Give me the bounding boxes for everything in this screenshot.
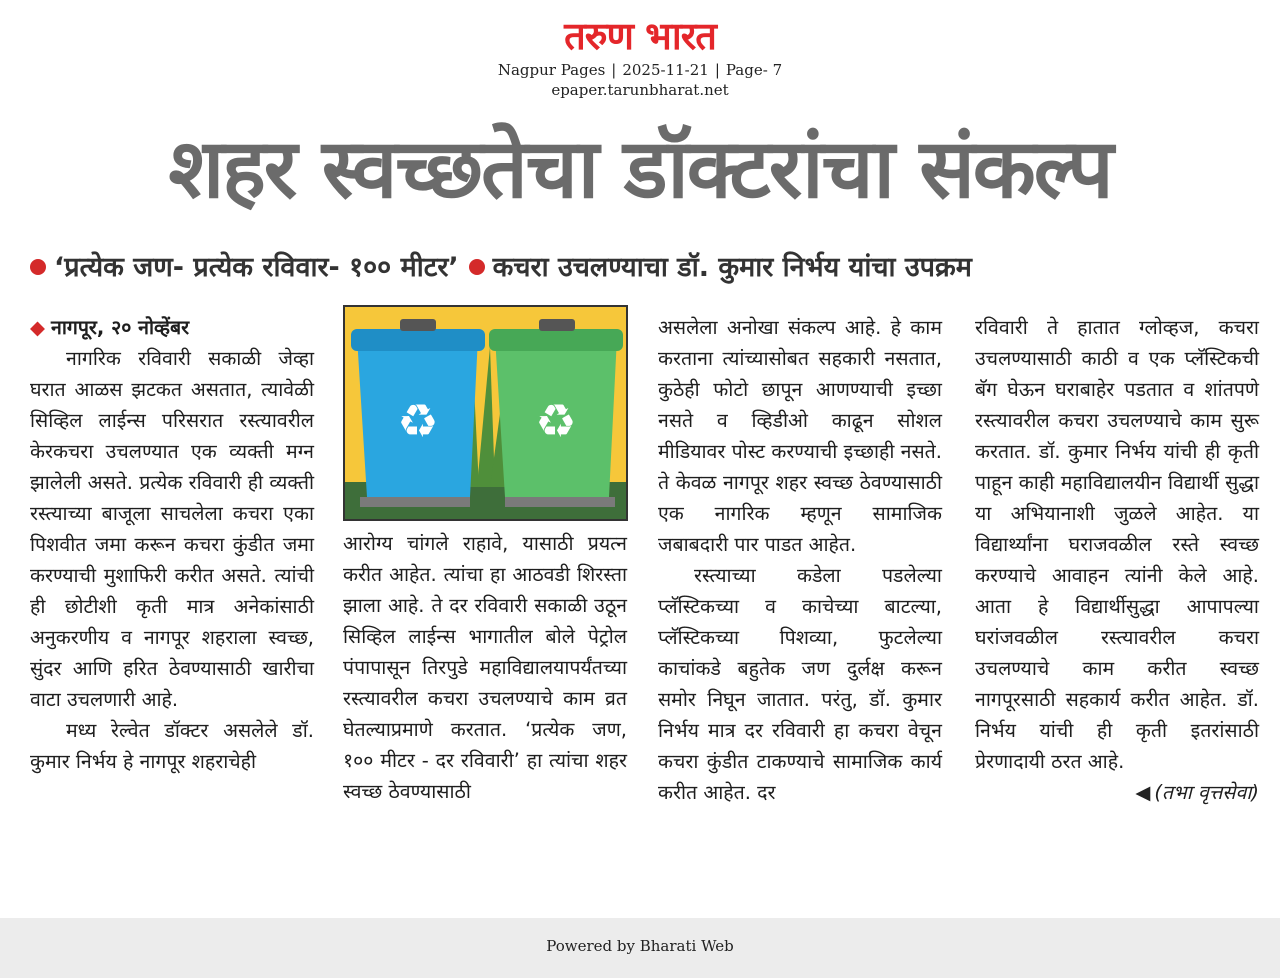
article-headline: शहर स्वच्छतेचा डॉक्टरांचा संकल्प xyxy=(168,122,1112,217)
red-dot-icon xyxy=(469,259,485,275)
left-triangle-icon: ◀ xyxy=(1135,781,1151,804)
paragraph: रविवारी ते हातात ग्लोव्हज, कचरा उचलण्यासाठी काठी व एक प्लॅस्टिकची बॅग घेऊन घराबाहेर पडतात व शांतपणे रस्त्यावरील कचरा उचलण्याचे काम सुरू करतात. डॉ. कुमार निर्भय यांची ही कृती पाहून काही महाविद्यालयीन विद्यार्थी सुद्धा या अभियानाशी जुळले आहेत. या विद्यार्थ्यांना घराजवळील रस्ते स्वच्छ करण्याचे आवाहन त्यांनी केले आहे. आता हे विद्यार्थीसुद्धा आपापल्या घरांजवळील रस्त्यावरील कचरा उचलण्याचे काम करीत स्वच्छ नागपूरसाठी सहकार्य करीत आहेत. डॉ. निर्भय यांची ही कृती इतरांसाठी प्रेरणादायी ठरत आहे. xyxy=(975,316,1259,773)
recycle-bins-photo xyxy=(343,305,628,521)
paragraph: रस्त्याच्या कडेला पडलेल्या प्लॅस्टिकच्या व काचेच्या बाटल्या, प्लॅस्टिकच्या पिशव्या, फुटलेल्या काचांकडे बहुतेक जण दुर्लक्ष करून समोर निघून जातात. परंतु, डॉ. कुमार निर्भय मात्र दर रविवारी हा कचरा वेचून कचरा कुंडीत टाकण्याचे सामाजिक कार्य करीत आहेत. दर xyxy=(658,564,942,804)
paragraph: आरोग्य चांगले राहावे, यासाठी प्रयत्न करीत आहेत. त्यांचा हा आठवडी शिरस्ता झाला आहे. ते दर रविवारी सकाळी उठून सिव्हिल लाईन्स भागातील बोले पेट्रोल पंपापासून तिरपुडे महाविद्यालयापर्यंतच्या रस्त्यावरील कचरा उचलण्याचे काम व्रत घेतल्याप्रमाणे करतात. ‘प्रत्येक जण, १०० मीटर - दर रविवारी’ हा त्यांचा शहर स्वच्छ ठेवण्यासाठी xyxy=(343,532,627,803)
subhead-part-2: कचरा उचलण्याचा डॉ. कुमार निर्भय यांचा उपक्रम xyxy=(492,252,972,283)
recycle-icon: ♻ xyxy=(397,394,439,448)
powered-by-link[interactable]: Powered by Bharati Web xyxy=(546,937,734,955)
paragraph: असलेला अनोखा संकल्प आहे. हे काम करताना त्यांच्यासोबत सहकारी नसतात, कुठेही फोटो छापून आणण्याची इच्छा नसते व व्हिडीओ काढून सोशल मीडियावर पोस्ट करण्याची इच्छाही नसते. ते केवळ नागपूर शहर स्वच्छ ठेवण्यासाठी एक नागरिक म्हणून सामाजिक जबाबदारी पार पाडत आहेत. xyxy=(658,316,942,556)
news-credit xyxy=(975,777,1259,808)
footer xyxy=(0,918,1280,978)
article-subhead xyxy=(30,248,1260,288)
newspaper-logo xyxy=(564,14,716,58)
dateline xyxy=(30,312,314,343)
edition-name: Nagpur Pages xyxy=(497,61,606,79)
paragraph: मध्य रेल्वेत डॉक्टर असलेले डॉ. कुमार निर्भय हे नागपूर शहराचेही xyxy=(30,719,314,773)
article-column-2 xyxy=(343,528,627,807)
masthead xyxy=(0,14,1280,100)
red-dot-icon xyxy=(30,259,46,275)
recycle-bins-illustration xyxy=(345,307,626,519)
recycle-icon: ♻ xyxy=(535,394,577,448)
subhead-part-1: ‘प्रत्येक जण- प्रत्येक रविवार- १०० मीटर’ xyxy=(54,252,459,283)
red-diamond-icon: ◆ xyxy=(30,316,45,339)
dateline-text: नागपूर, २० नोव्हेंबर xyxy=(51,316,190,339)
edition-date: 2025-11-21 xyxy=(622,61,709,79)
edition-info: Nagpur Pages | 2025-11-21 | Page- 7 xyxy=(497,61,783,79)
site-url[interactable]: epaper.tarunbharat.net xyxy=(551,81,729,99)
credit-text: (तभा वृत्तसेवा) xyxy=(1154,781,1259,804)
article-column-1 xyxy=(30,312,314,777)
article-column-4 xyxy=(975,312,1259,808)
logo-text: तरुण भारत xyxy=(564,14,716,58)
page-number: Page- 7 xyxy=(725,61,783,79)
paragraph: नागरिक रविवारी सकाळी जेव्हा घरात आळस झटकत असतात, त्यावेळी सिव्हिल लाईन्स परिसरात रस्त्यावरील केरकचरा उचलण्यात एक व्यक्ती मग्न झालेली असते. प्रत्येक रविवारी ही व्यक्ती रस्त्याच्या बाजूला साचलेला कचरा एका पिशवीत जमा करून कचरा कुंडीत जमा करण्याची मुशाफिरी करीत असते. त्यांची ही छोटीशी कृती मात्र अनेकांसाठी अनुकरणीय व नागपूर शहराला स्वच्छ, सुंदर आणि हरित ठेवण्यासाठी खारीचा वाटा उचलणारी आहे. xyxy=(30,347,314,711)
article-column-3 xyxy=(658,312,942,808)
